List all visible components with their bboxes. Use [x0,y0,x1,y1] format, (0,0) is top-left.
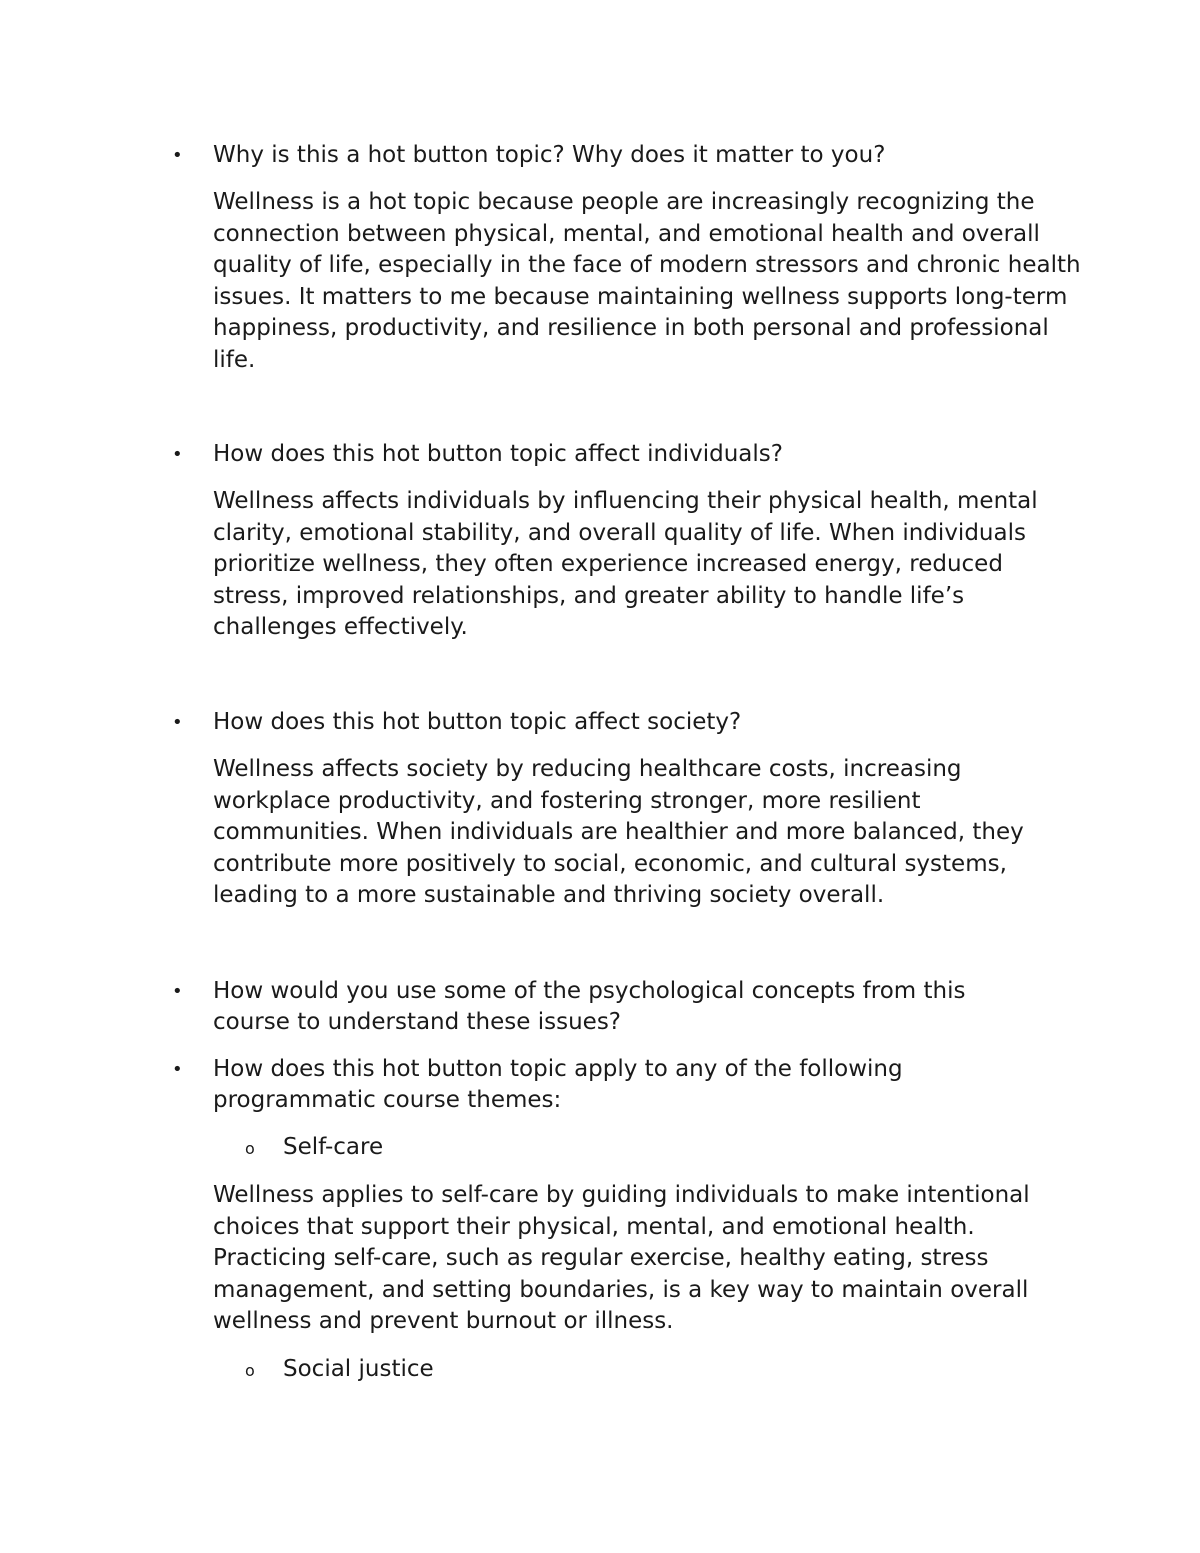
bullet-icon: • [172,981,183,1002]
question-3: How does this hot button topic affect society? [213,709,742,735]
theme-answer-self-care: Wellness applies to self-care by guiding individuals to make intentional choices that support their physical, mental, and emotional health. Practicing self-care, such as regular exercise, healthy eating, stress management, and setting boundaries, is a key way to maintain overall wellness and prevent burnout or illness. [213,1182,1030,1335]
question-5: How does this hot button topic apply to any of the following programmatic course themes: [213,1056,903,1113]
bullet-icon: • [172,444,183,465]
question-1: Why is this a hot button topic? Why does it matter to you? [213,142,886,168]
answer-1: Wellness is a hot topic because people are increasingly recognizing the connection between physical, mental, and emotional health and overall quality of life, especially in the face of modern stressors and chronic health issues. It matters to me because maintaining wellness supports long-term happiness, productivity, and resilience in both personal and professional life. [213,189,1081,373]
bullet-icon: • [172,145,183,166]
answer-2: Wellness affects individuals by influencing their physical health, mental clarity, emotional stability, and overall quality of life. When individuals prioritize wellness, they often experience increased energy, reduced stress, improved relationships, and greater ability to handle life’s challenges effectively. [213,488,1038,641]
theme-label-self-care: Self-care [283,1134,384,1160]
bullet-icon: • [172,712,183,733]
answer-3: Wellness affects society by reducing healthcare costs, increasing workplace productivity, and fostering stronger, more resilient communities. When individuals are healthier and more balanced, they contribute more positively to social, economic, and cultural systems, leading to a more sustainable and thriving society overall. [213,756,1024,909]
bullet-icon: • [172,1059,183,1080]
sub-bullet-icon: o [245,1139,255,1158]
question-2: How does this hot button topic affect individuals? [213,441,783,467]
theme-label-social-justice: Social justice [283,1356,434,1382]
sub-bullet-icon: o [245,1361,255,1380]
question-4: How would you use some of the psychological concepts from this course to understand these issues? [213,978,966,1035]
